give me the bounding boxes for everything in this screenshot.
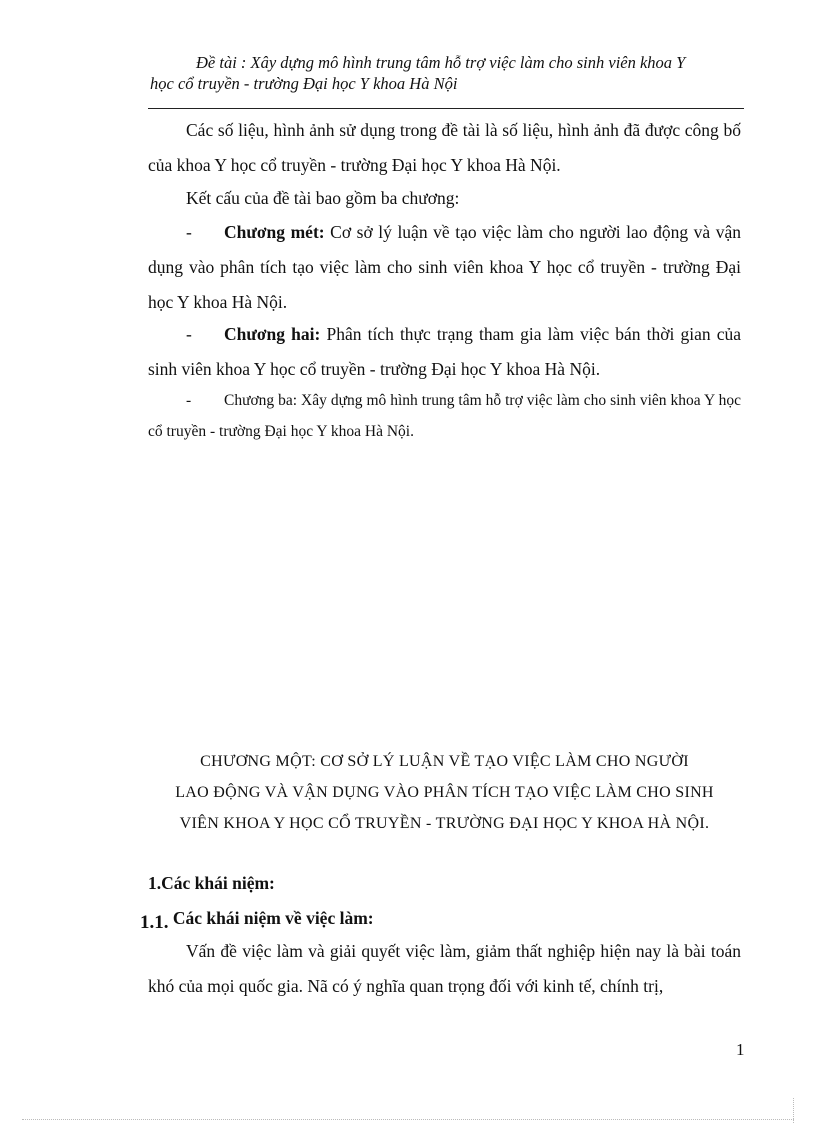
running-header xyxy=(150,52,742,94)
section-heading-1-1 xyxy=(140,908,374,934)
chapter-list-text: Xây dựng mô hình trung tâm hỗ trợ việc làm cho sinh viên khoa Y học cổ truyền - trường Đại học Y khoa Hà Nội. xyxy=(148,392,741,440)
section-number: 1.1. xyxy=(140,912,169,933)
intro-paragraph-2: Kết cấu của đề tài bao gồm ba chương: xyxy=(186,188,460,208)
bullet-dash: - xyxy=(186,222,192,242)
page-bottom-border xyxy=(22,1119,794,1120)
header-line-1: Đề tài : Xây dựng mô hình trung tâm hỗ trợ việc làm cho sinh viên khoa Y xyxy=(196,53,686,72)
chapter-list-item xyxy=(148,317,741,387)
chapter-list-item xyxy=(148,215,741,320)
chapter-heading-line-1: CHƯƠNG MỘT: CƠ SỞ LÝ LUẬN VỀ TẠO VIỆC LÀM CHO NGƯỜI xyxy=(200,753,689,770)
page-corner-border xyxy=(793,1098,794,1123)
section-title: Các khái niệm về việc làm: xyxy=(168,908,374,928)
chapter-list-text: Phân tích thực trạng tham gia làm việc bán thời gian của sinh viên khoa Y học cổ truyền - trường Đại học Y khoa Hà Nội. xyxy=(148,324,742,379)
section-heading-1: 1.Các khái niệm: xyxy=(148,873,275,893)
chapter-list-title: Chương mét: xyxy=(224,222,325,242)
chapter-list-title: Chương hai: xyxy=(224,324,321,344)
chapter-heading-line-3: VIÊN KHOA Y HỌC CỔ TRUYỀN - TRƯỜNG ĐẠI HỌC Y KHOA HÀ NỘI. xyxy=(179,815,710,832)
chapter-heading-line-2: LAO ĐỘNG VÀ VẬN DỤNG VÀO PHÂN TÍCH TẠO VIỆC LÀM CHO SINH xyxy=(175,784,714,801)
page-number: 1 xyxy=(736,1040,745,1059)
chapter-heading xyxy=(148,746,741,839)
header-line-2: học cổ truyền - trường Đại học Y khoa Hà Nội xyxy=(150,74,458,93)
chapter-list-text: Cơ sở lý luận về tạo việc làm cho người lao động và vận dụng vào phân tích tạo việc làm cho sinh viên khoa Y học cổ truyền - trường Đại học Y khoa Hà Nội. xyxy=(148,222,741,312)
bullet-dash: - xyxy=(186,392,192,409)
header-rule xyxy=(148,108,744,109)
chapter-list-item xyxy=(148,385,741,447)
chapter-list-title: Chương ba: xyxy=(224,392,298,409)
body-paragraph: Vấn đề việc làm và giải quyết việc làm, giảm thất nghiệp hiện nay là bài toán khó của mọi quốc gia. Nã có ý nghĩa quan trọng đối với kinh tế, chính trị, xyxy=(148,941,741,996)
intro-paragraph-1: Các số liệu, hình ảnh sử dụng trong đề tài là số liệu, hình ảnh đã được công bố của khoa Y học cổ truyền - trường Đại học Y khoa Hà Nội. xyxy=(148,120,741,175)
bullet-dash: - xyxy=(186,324,192,344)
